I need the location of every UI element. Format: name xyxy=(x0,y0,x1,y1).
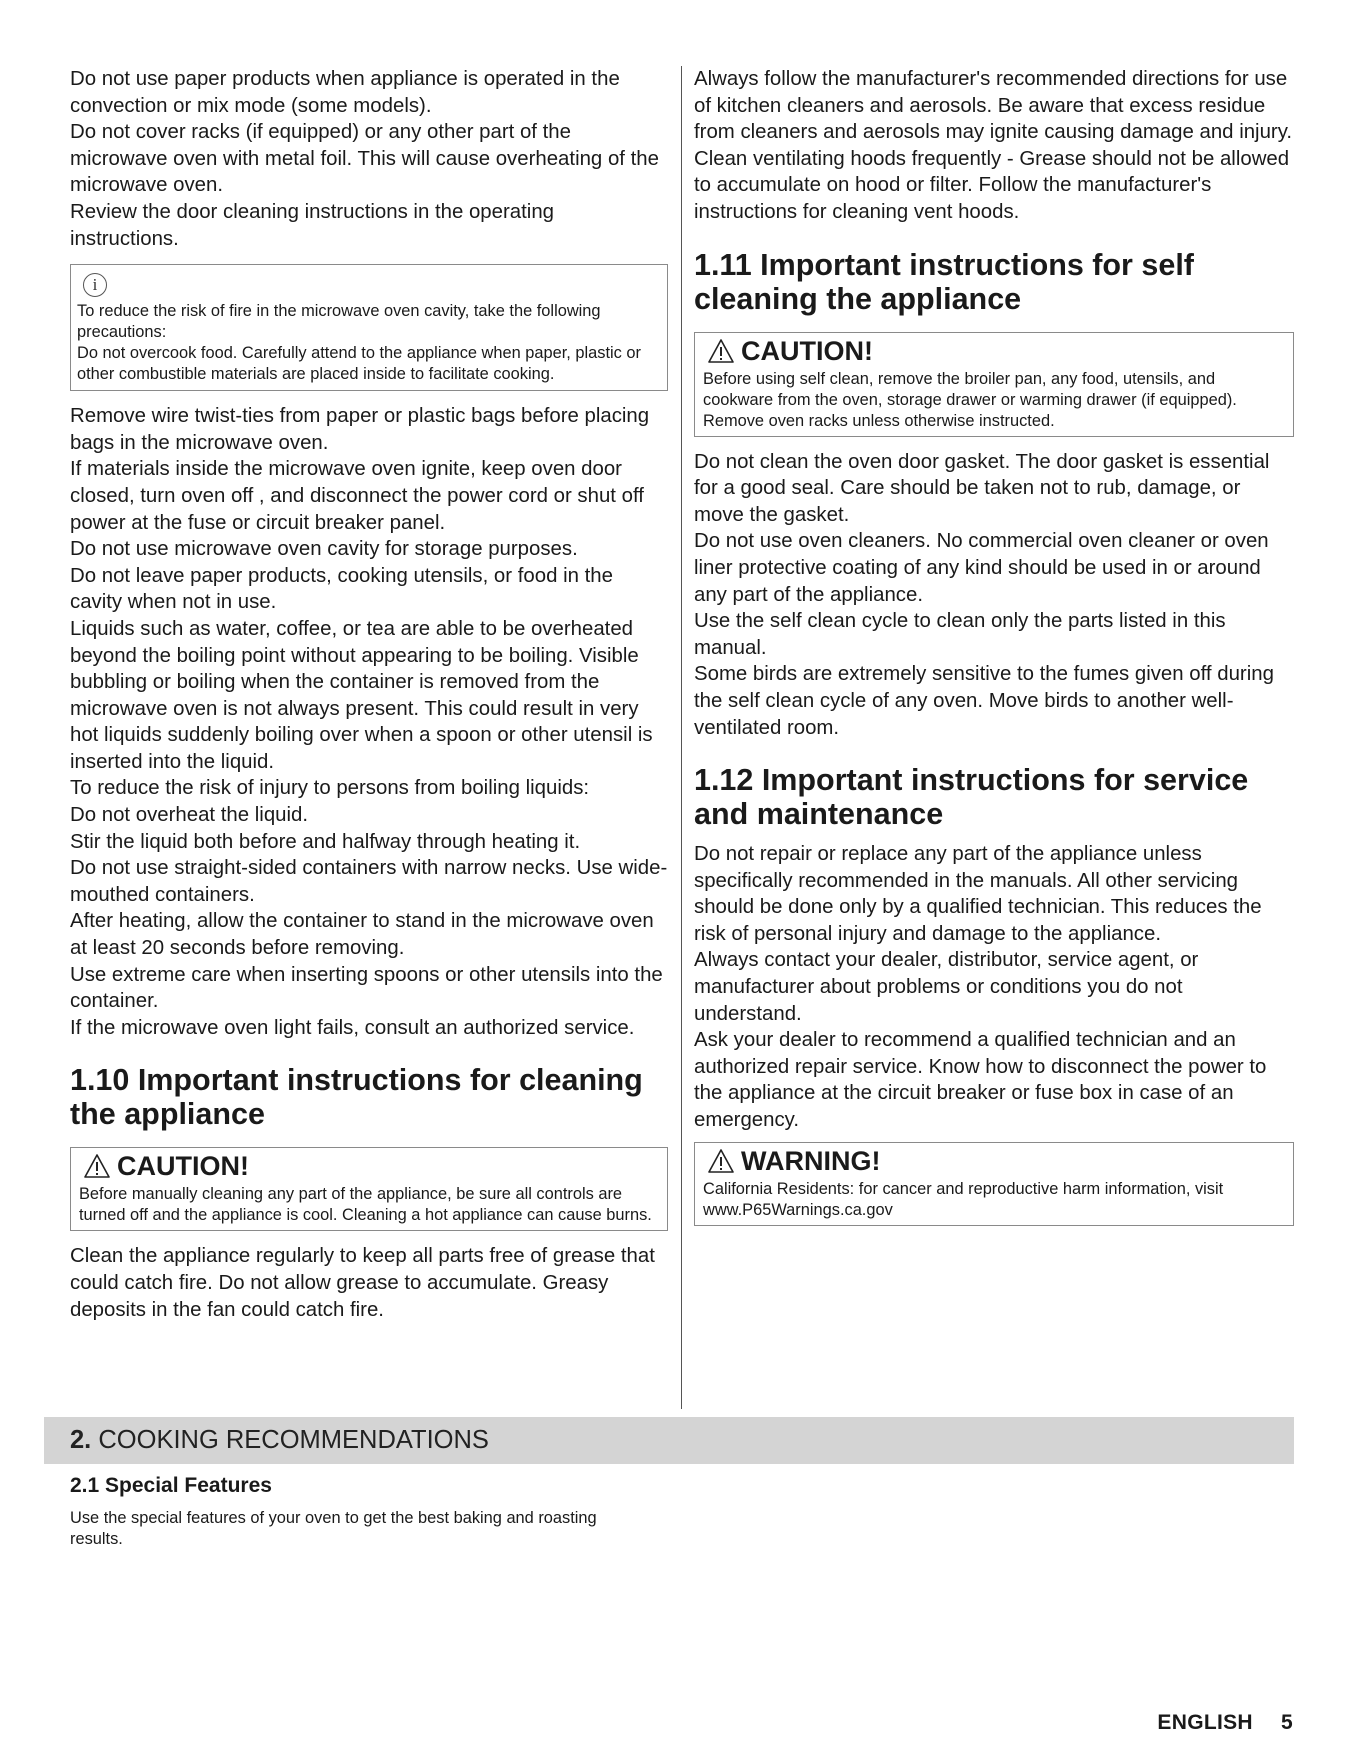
paragraph: Always contact your dealer, distributor, service agent, or manufacturer about problems or conditions you do not understand. xyxy=(694,949,1199,1025)
paragraph: Do not use microwave oven cavity for storage purposes. xyxy=(70,538,578,561)
caution-text: Before using self clean, remove the broiler pan, any food, utensils, and cookware from the oven, storage drawer or warming drawer (if equipped). Remove oven racks unless otherwise instructed. xyxy=(703,369,1237,430)
paragraph: Do not use oven cleaners. No commercial oven cleaner or oven liner protective coating of any kind should be used in or around any part of the appliance. xyxy=(694,530,1269,606)
paragraph: Always follow the manufacturer's recommended directions for use of kitchen cleaners and aerosols. Be aware that excess residue from cleaners and aerosols may ignite causing damage and injury. xyxy=(694,68,1293,144)
caution-header xyxy=(703,333,1285,369)
right-intro xyxy=(694,66,1294,226)
left-cleaning-text xyxy=(70,1243,668,1323)
left-main-text xyxy=(70,403,668,1041)
section-heading-1-10: 1.10 Important instructions for cleaning the appliance xyxy=(70,1063,643,1132)
warning-text: California Residents: for cancer and reproductive harm information, visit www.P65Warnings.ca.gov xyxy=(703,1179,1224,1219)
left-column xyxy=(70,66,668,1323)
warning-box xyxy=(694,1142,1294,1226)
warning-triangle-icon xyxy=(707,1148,735,1174)
paragraph: Do not use straight-sided containers with narrow necks. Use wide-mouthed containers. xyxy=(70,857,668,906)
footer-language: ENGLISH xyxy=(1157,1711,1253,1734)
paragraph: Ask your dealer to recommend a qualified technician and an authorized repair service. Know how to disconnect the power to the appliance at the circuit breaker or fuse box in case of an emergency. xyxy=(694,1029,1267,1132)
chapter-number: 2. xyxy=(70,1426,92,1454)
warning-header xyxy=(703,1143,1285,1179)
caution-box xyxy=(694,332,1294,437)
chapter-title: COOKING RECOMMENDATIONS xyxy=(98,1426,489,1454)
warning-triangle-icon xyxy=(707,338,735,364)
section-heading-1-12: 1.12 Important instructions for service and maintenance xyxy=(694,763,1249,832)
caution-title: CAUTION! xyxy=(117,1151,249,1182)
self-clean-text xyxy=(694,449,1294,742)
column-divider xyxy=(681,66,682,1409)
paragraph: To reduce the risk of injury to persons from boiling liquids: xyxy=(70,777,590,800)
paragraph: Do not cover racks (if equipped) or any other part of the microwave oven with metal foil. This will cause overheating of the microwave oven. xyxy=(70,121,659,197)
paragraph: Remove wire twist-ties from paper or plastic bags before placing bags in the microwave oven. xyxy=(70,405,650,454)
paragraph: Clean the appliance regularly to keep all parts free of grease that could catch fire. Do not allow grease to accumulate. Greasy deposits in the fan could catch fire. xyxy=(70,1245,655,1321)
chapter-heading-bar xyxy=(44,1417,1294,1464)
paragraph: Do not overheat the liquid. xyxy=(70,804,309,827)
paragraph: Use the self clean cycle to clean only the parts listed in this manual. xyxy=(694,610,1226,659)
note-text: To reduce the risk of fire in the microwave oven cavity, take the following precautions: xyxy=(77,302,601,342)
paragraph: Some birds are extremely sensitive to the fumes given off during the self clean cycle of any oven. Move birds to another well-ventilated room. xyxy=(694,663,1274,739)
paragraph: After heating, allow the container to stand in the microwave oven at least 20 seconds before removing. xyxy=(70,910,654,960)
paragraph: Review the door cleaning instructions in the operating instructions. xyxy=(70,200,554,250)
subsection-text: Use the special features of your oven to get the best baking and roasting results. xyxy=(70,1509,597,1548)
caution-text: Before manually cleaning any part of the appliance, be sure all controls are turned off and the appliance is cool. Cleaning a hot appliance can cause burns. xyxy=(79,1185,652,1225)
paragraph: If materials inside the microwave oven ignite, keep oven door closed, turn oven off , and disconnect the power cord or shut off power at the fuse or circuit breaker panel. xyxy=(70,458,644,534)
paragraph: Use extreme care when inserting spoons or other utensils into the container. xyxy=(70,963,663,1013)
warning-title: WARNING! xyxy=(741,1145,881,1176)
info-note-box xyxy=(70,264,668,391)
subsection-heading: 2.1 Special Features xyxy=(70,1474,272,1497)
paragraph: Do not clean the oven door gasket. The door gasket is essential for a good seal. Care should be taken not to rub, damage, or move the gasket. xyxy=(694,450,1270,526)
note-text: Do not overcook food. Carefully attend to the appliance when paper, plastic or other combustible materials are placed inside to facilitate cooking. xyxy=(77,344,642,384)
warning-triangle-icon xyxy=(83,1153,111,1179)
paragraph: Do not use paper products when appliance is operated in the convection or mix mode (some models). xyxy=(70,68,620,117)
service-text xyxy=(694,841,1294,1134)
paragraph: Liquids such as water, coffee, or tea are able to be overheated beyond the boiling point without appearing to be boiling. Visible bubbling or boiling when the container is removed from the microwave oven is not always present. This could result in very hot liquids suddenly boiling over when a spoon or other utensil is inserted into the liquid. xyxy=(70,617,653,773)
caution-box xyxy=(70,1147,668,1231)
paragraph: Do not repair or replace any part of the appliance unless specifically recommended in the manuals. All other servicing should be done only by a qualified technician. This reduces the risk of personal injury and damage to the appliance. xyxy=(694,843,1262,945)
caution-header xyxy=(79,1148,659,1184)
left-intro xyxy=(70,66,668,252)
paragraph: If the microwave oven light fails, consult an authorized service. xyxy=(70,1016,635,1039)
paragraph: Clean ventilating hoods frequently - Grease should not be allowed to accumulate on hood or filter. Follow the manufacturer's instructions for cleaning vent hoods. xyxy=(694,147,1290,223)
right-column xyxy=(694,66,1294,1238)
paragraph: Stir the liquid both before and halfway through heating it. xyxy=(70,830,581,853)
page-footer xyxy=(1157,1711,1293,1735)
info-icon: i xyxy=(83,273,107,297)
paragraph: Do not leave paper products, cooking utensils, or food in the cavity when not in use. xyxy=(70,564,613,614)
caution-title: CAUTION! xyxy=(741,335,873,366)
section-heading-1-11: 1.11 Important instructions for self cleaning the appliance xyxy=(694,247,1194,316)
page-number: 5 xyxy=(1281,1711,1293,1734)
